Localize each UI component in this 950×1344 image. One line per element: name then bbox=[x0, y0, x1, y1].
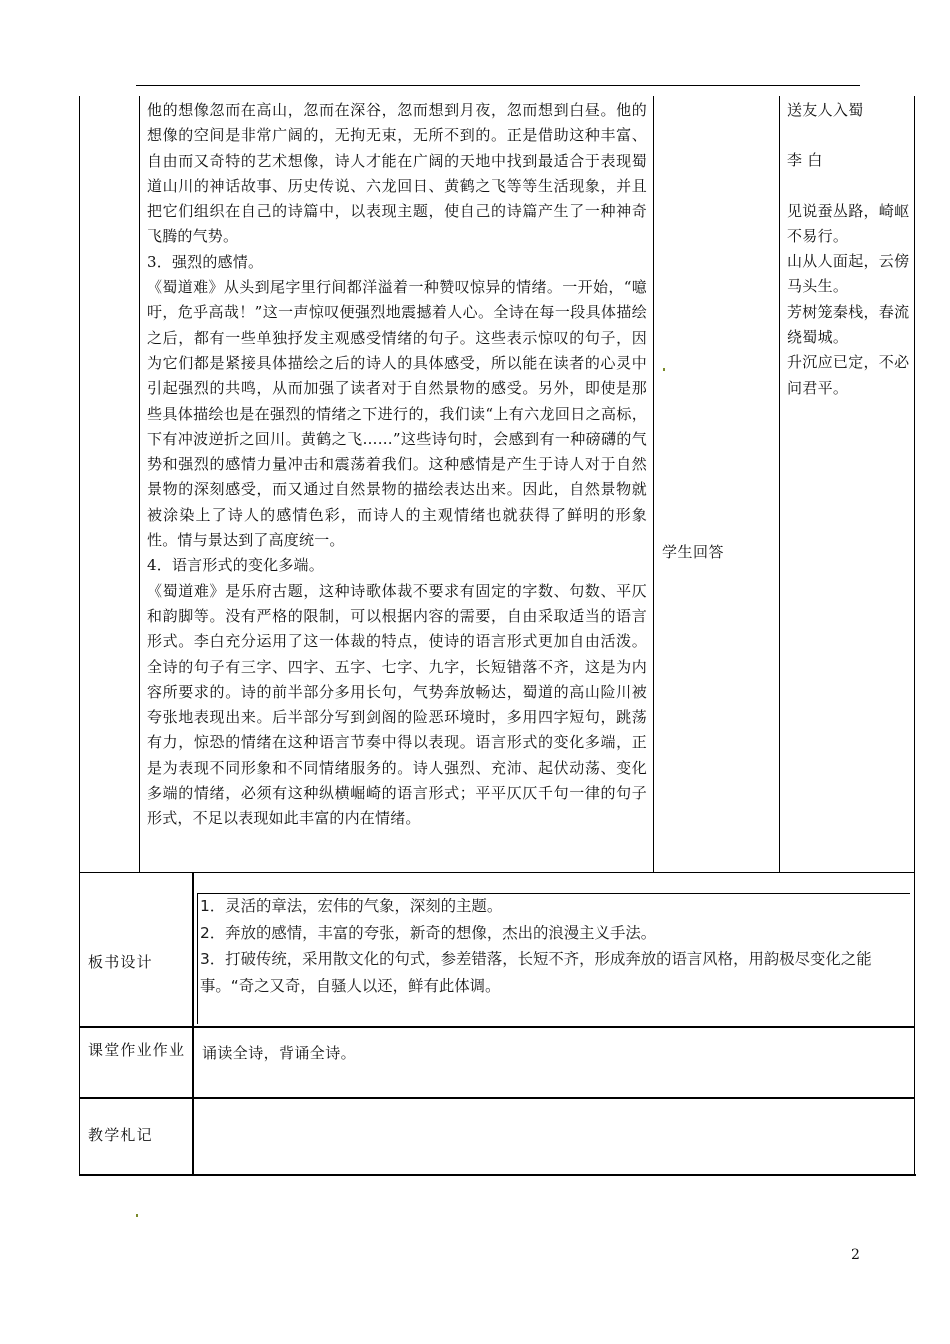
board-item: 1．灵活的章法，宏伟的气象，深刻的主题。 bbox=[200, 897, 503, 915]
paragraph-imagination: 他的想像忽而在高山，忽而在深谷，忽而想到月夜，忽而想到白昼。他的想像的空间是非常广阔的，无拘无束，无所不到的。正是借助这种丰富、自由而又奇特的艺术想像，诗人才能在广阔的天地中找到最适合于表现蜀道山川的神话故事、历史传说、六龙回日、黄鹤之飞等等生活现象，并且把它们组织在自己的诗篇中，以表现主题，使自己的诗篇产生了一种神奇飞腾的气势。 bbox=[147, 101, 647, 246]
poem-line: 山从人面起，云傍马头生。 bbox=[787, 252, 910, 296]
paragraph-language-form: 《蜀道难》是乐府古题，这种诗歌体裁不要求有固定的字数、句数、平仄和韵脚等。没有严格的限制，可以根据内容的需要，自由采取适当的语言形式。李白充分运用了这一体裁的特点，使诗的语言形式更加自由活泼。全诗的句子有三字、四字、五字、七字、九字，长短错落不齐，这是为内容所要求的。诗的前半部分多用长句，气势奔放畅达，蜀道的高山险川被夸张地表现出来。后半部分写到剑阁的险恶环境时，多用四字短句，跳荡有力，惊恐的情绪在这种语言节奏中得以表现。语言形式的变化多端，正是为表现不同形象和不同情绪服务的。诗人强烈、充沛、起伏动荡、变化多端的情绪，必须有这种纵横崛崎的语言形式；平平仄仄千句一律的句子形式，不足以表现如此丰富的内在情绪。 bbox=[147, 581, 647, 828]
row-divider-homework bbox=[79, 1097, 915, 1099]
board-design-content bbox=[200, 893, 908, 999]
poem-line: 芳树笼秦栈，春流绕蜀城。 bbox=[787, 302, 910, 347]
student-activity: 学生回答 bbox=[662, 543, 725, 561]
row-divider-board bbox=[79, 1026, 915, 1028]
board-item: 2．奔放的感情，丰富的夸张，新奇的想像，杰出的浪漫主义手法。 bbox=[200, 923, 657, 942]
stray-mark bbox=[136, 1214, 138, 1217]
board-design-label: 板书设计 bbox=[88, 953, 153, 971]
table-border-col2 bbox=[653, 96, 654, 873]
poem-line: 见说蚕丛路，崎岖不易行。 bbox=[787, 201, 910, 245]
lesson-main-text bbox=[147, 98, 647, 832]
table-border-left bbox=[79, 96, 80, 1176]
paragraph-strong-feeling: 《蜀道难》从头到尾字里行间都洋溢着一种赞叹惊异的情绪。一开始，“噫吁，危乎高哉！”这一声惊叹便强烈地震撼着人心。全诗在每一段具体描绘之后，都有一些单独抒发主观感受情绪的句子。这些表示惊叹的句子，因为它们都是紧接具体描绘之后的诗人的具体感受，所以能在读者的心灵中引起强烈的共鸣，从而加强了读者对于自然景物的感受。另外，即使是那些具体描绘也是在强烈的情绪之下进行的，我们读“上有六龙回日之高标，下有冲波逆折之回川。黄鹤之飞……”这些诗句时，会感到有一种磅礴的气势和强烈的感情力量冲击和震荡着我们。这种感情是产生于诗人对于自然景物的深刻感受，而又通过自然景物的描绘表达出来。因此，自然景物就被涂染上了诗人的感情色彩，而诗人的主观情绪也就获得了鲜明的形象性。情与景达到了高度统一。 bbox=[147, 278, 647, 550]
homework-label: 课堂作业作业 bbox=[88, 1041, 186, 1059]
table-border-col1 bbox=[139, 96, 140, 873]
heading-language-form: 4．语言形式的变化多端。 bbox=[147, 556, 324, 575]
heading-strong-feeling: 3．强烈的感情。 bbox=[147, 252, 264, 271]
notes-label: 教学札记 bbox=[88, 1126, 153, 1144]
row-divider-upper bbox=[79, 872, 915, 873]
page-number: 2 bbox=[851, 1247, 860, 1263]
table-border-label-col bbox=[192, 872, 194, 1176]
poem-column bbox=[787, 98, 911, 401]
board-item: 3．打破传统，采用散文化的句式，参差错落，长短不齐，形成奔放的语言风格，用韵极尽变化之能事。“奇之又奇，自骚人以还，鲜有此体调。 bbox=[200, 950, 872, 995]
poem-author: 李 白 bbox=[787, 151, 823, 170]
header-rule bbox=[136, 85, 860, 86]
table-border-right bbox=[914, 96, 915, 1176]
poem-line: 升沉应已定，不必问君平。 bbox=[787, 353, 910, 397]
board-box-left bbox=[197, 893, 198, 1024]
table-border-bottom bbox=[79, 1174, 916, 1176]
stray-mark bbox=[663, 368, 665, 371]
table-border-col3 bbox=[779, 96, 780, 873]
homework-content: 诵读全诗，背诵全诗。 bbox=[202, 1044, 357, 1062]
poem-title: 送友人入蜀 bbox=[787, 101, 864, 119]
